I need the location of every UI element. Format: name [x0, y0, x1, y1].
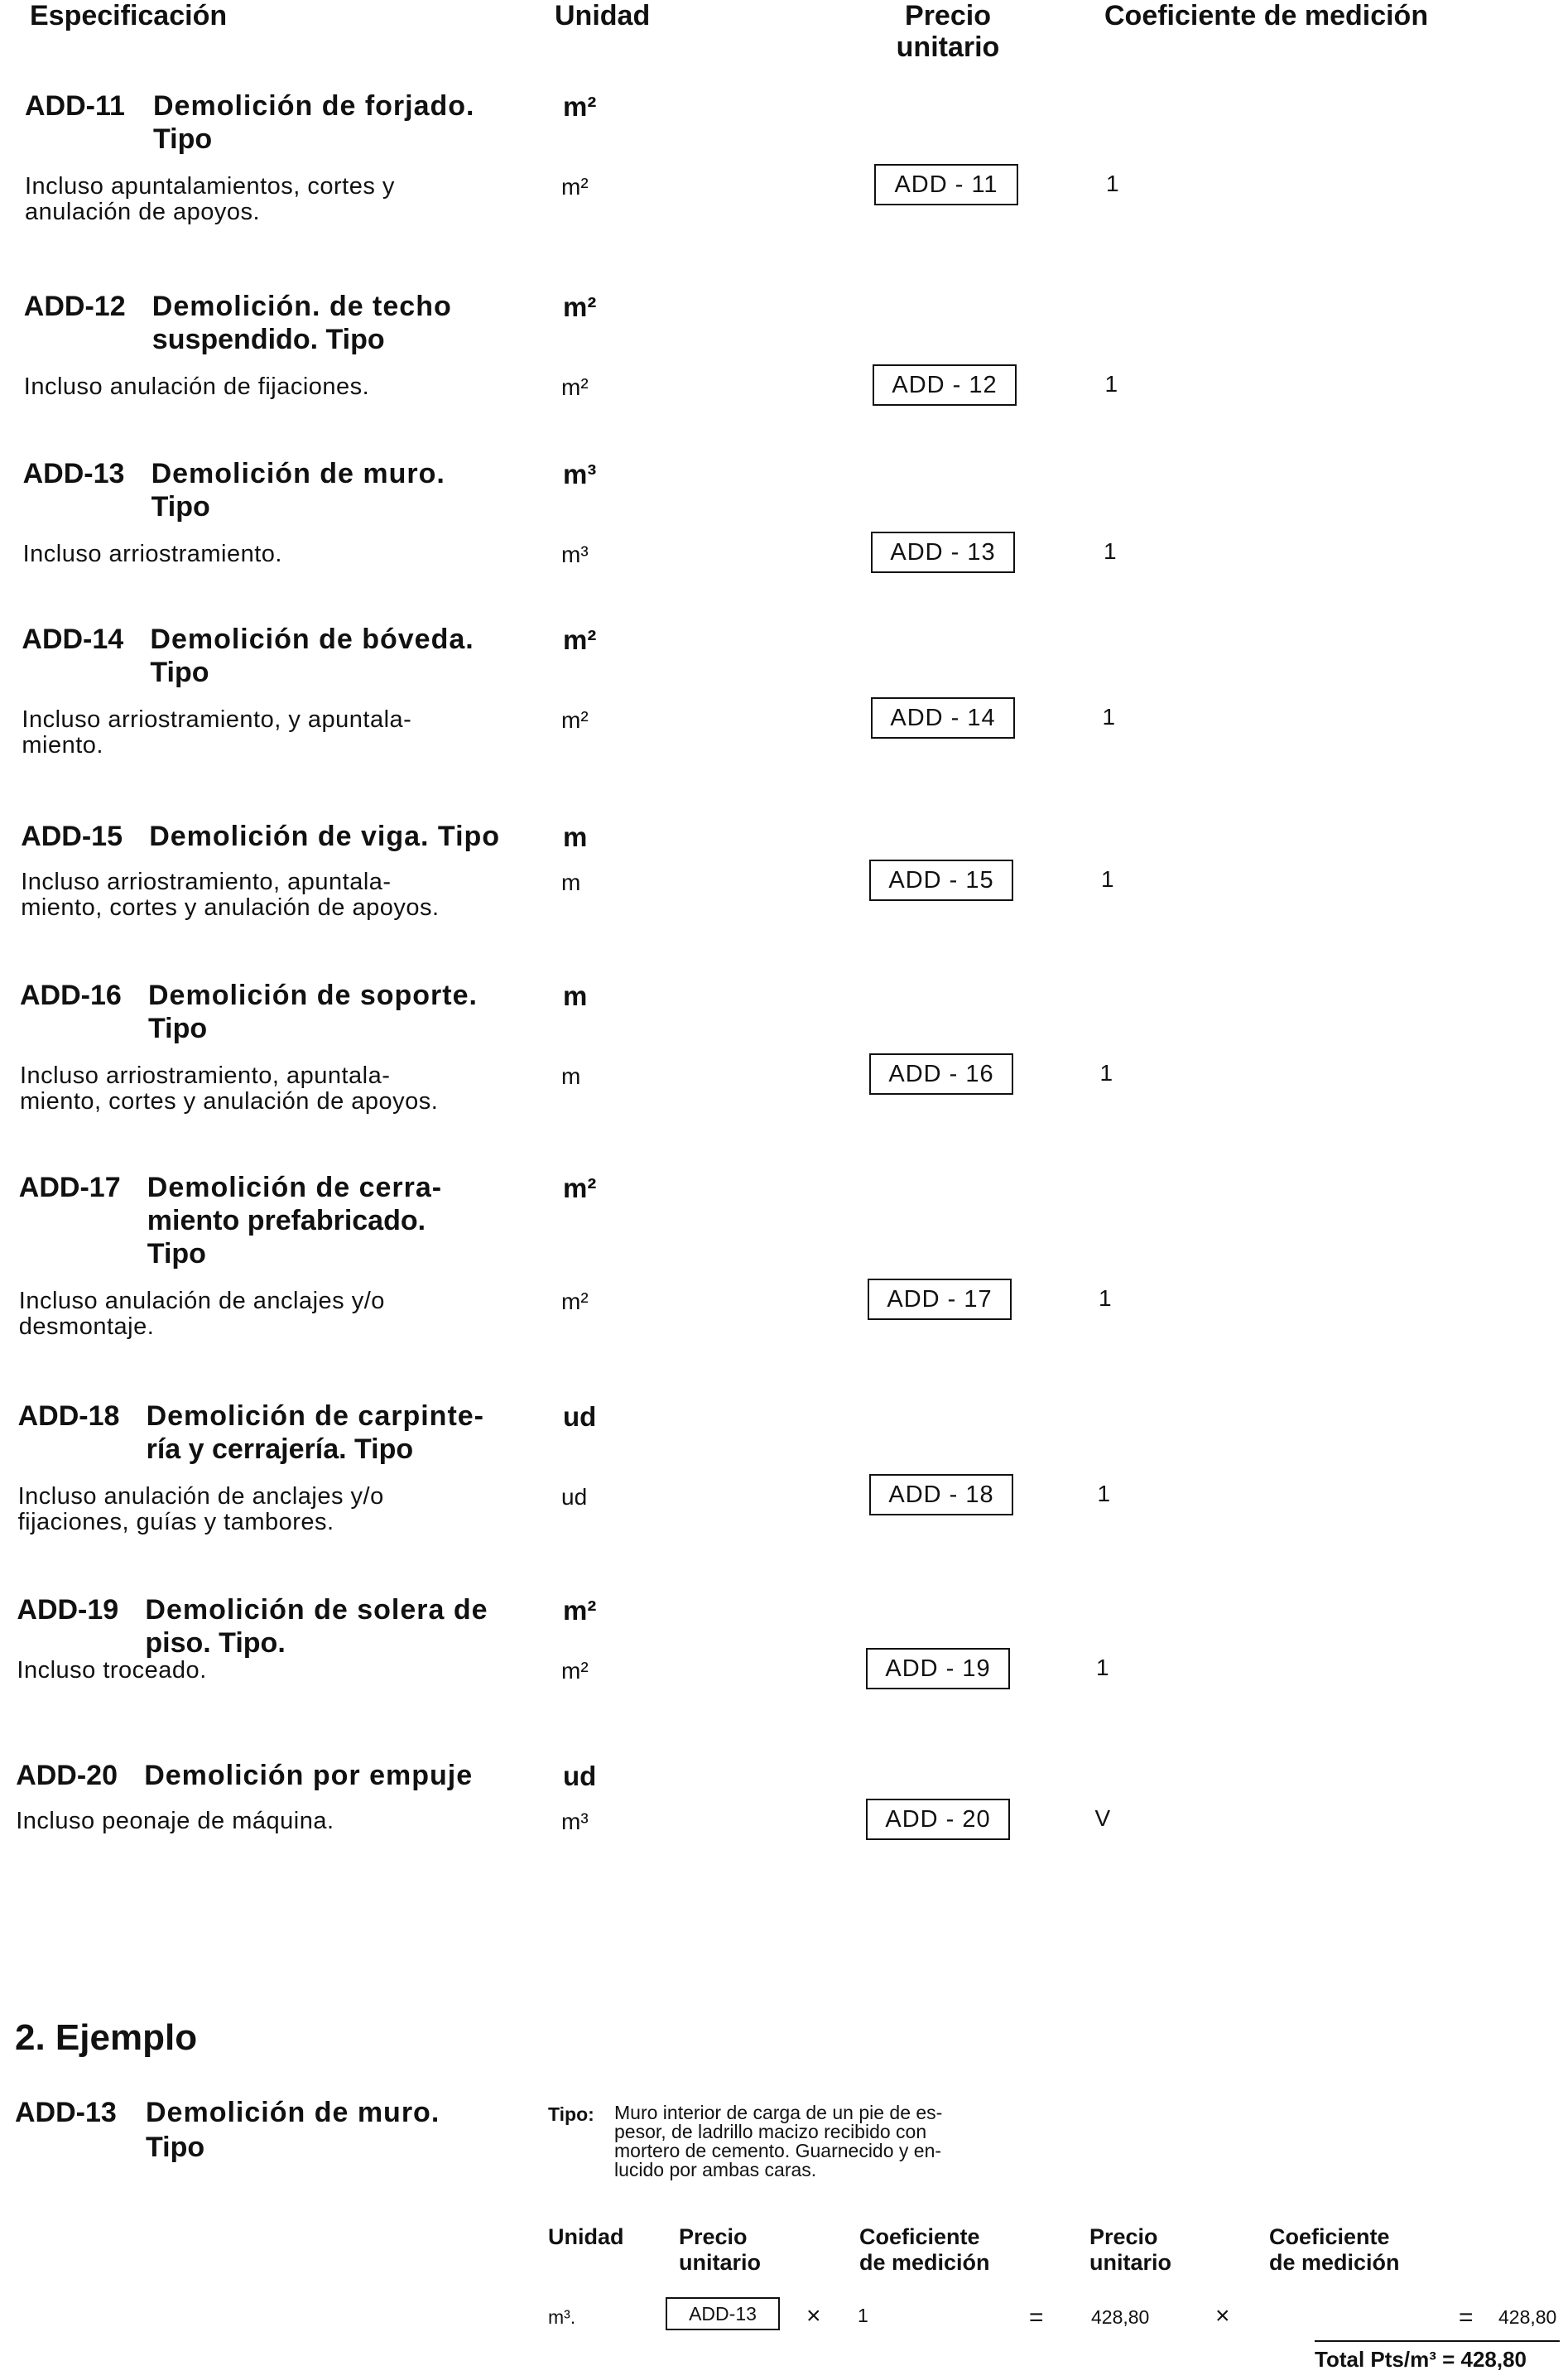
example-tipo-line2: pesor, de ladrillo macizo recibido con — [614, 2121, 927, 2142]
item-code: ADD-11 — [25, 90, 125, 122]
item-title — [20, 979, 478, 1045]
item-unit-description: m² — [561, 374, 589, 400]
item-title-line2: Tipo — [148, 1013, 208, 1044]
item-description-line1: Incluso peonaje de máquina. — [16, 1808, 334, 1834]
item-title-line3: Tipo — [147, 1238, 206, 1269]
example-equals-1: = — [1029, 2304, 1044, 2331]
item-description-line1: Incluso arriostramiento, apuntala- — [20, 1062, 391, 1089]
item-description-line2: miento. — [22, 732, 103, 759]
header-precio-unitario — [882, 0, 1014, 63]
item-unit-title: m² — [563, 1173, 597, 1203]
item-coeficiente: 1 — [1104, 538, 1117, 564]
item-description-line2: fijaciones, guías y tambores. — [17, 1509, 334, 1535]
example-tipo-line4: lucido por ambas caras. — [614, 2159, 817, 2180]
item-coeficiente: 1 — [1099, 1060, 1113, 1086]
example-header-coef2 — [1269, 2224, 1400, 2276]
item-description — [24, 374, 369, 400]
item-price-box: ADD - 18 — [869, 1474, 1013, 1515]
example-times-1: × — [806, 2302, 821, 2329]
item-description-line1: Incluso troceado. — [17, 1657, 207, 1684]
item-title — [23, 457, 445, 523]
example-tipo-block — [548, 2103, 594, 2126]
item-code: ADD-14 — [22, 624, 124, 655]
item-description — [25, 174, 395, 225]
example-tipo-description — [614, 2103, 942, 2180]
item-price-box: ADD - 17 — [868, 1279, 1012, 1320]
item-unit-description: m² — [561, 174, 589, 200]
item-unit-title: m — [563, 821, 588, 852]
header-especificacion: Especificación — [30, 0, 228, 31]
item-title-line2: ría y cerrajería. Tipo — [146, 1433, 414, 1465]
header-precio-line1: Precio — [905, 0, 991, 31]
item-coeficiente: V — [1094, 1805, 1111, 1831]
item-title-line1: Demolición. de techo — [151, 291, 452, 322]
example-result: 428,80 — [1498, 2306, 1557, 2328]
item-unit-description: m² — [561, 707, 589, 733]
item-title-line1: Demolición por empuje — [144, 1760, 474, 1791]
item-unit-title: m — [563, 980, 588, 1011]
item-coeficiente: 1 — [1101, 866, 1114, 892]
item-unit-description: ud — [561, 1484, 588, 1510]
item-title — [16, 1759, 473, 1792]
item-title-line2: miento prefabricado. — [147, 1205, 426, 1236]
item-description-line2: anulación de apoyos. — [25, 199, 261, 225]
item-code: ADD-19 — [17, 1594, 119, 1626]
header-unidad: Unidad — [555, 0, 651, 31]
item-title — [24, 290, 452, 356]
item-description-line1: Incluso anulación de anclajes y/o — [18, 1288, 385, 1314]
item-coeficiente: 1 — [1106, 171, 1119, 196]
example-header-coef2-line1: Coeficiente — [1269, 2224, 1390, 2249]
item-code: ADD-16 — [20, 980, 122, 1011]
item-description-line1: Incluso arriostramiento. — [22, 541, 282, 567]
item-description-line1: Incluso anulación de fijaciones. — [23, 373, 370, 400]
item-description-line2: desmontaje. — [18, 1313, 155, 1340]
example-header-precio1 — [679, 2224, 761, 2276]
item-unit-title: m³ — [563, 459, 597, 489]
item-title-line2: Tipo — [153, 123, 213, 155]
header-precio-line2: unitario — [896, 31, 1000, 63]
item-code: ADD-13 — [22, 458, 125, 489]
example-price-box: ADD-13 — [666, 2297, 780, 2330]
item-unit-description: m³ — [561, 1809, 589, 1834]
item-price-box: ADD - 20 — [866, 1799, 1010, 1840]
item-unit-title: m² — [563, 291, 597, 322]
example-header-precio1-line2: unitario — [679, 2250, 761, 2275]
item-code: ADD-18 — [17, 1400, 120, 1432]
item-unit-description: m³ — [561, 542, 589, 567]
item-title-line2: Tipo — [150, 657, 209, 688]
item-description — [22, 707, 411, 759]
example-total: Total Pts/m³ = 428,80 — [1315, 2347, 1527, 2372]
example-tipo-line3: mortero de cemento. Guarnecido y en- — [614, 2140, 942, 2161]
example-header-precio2-line1: Precio — [1089, 2224, 1158, 2249]
item-description-line1: Incluso arriostramiento, y apuntala- — [22, 706, 412, 733]
section-title-ejemplo: 2. Ejemplo — [15, 2017, 198, 2058]
item-unit-title: ud — [563, 1401, 597, 1432]
item-code: ADD-15 — [21, 821, 123, 852]
item-description — [20, 1063, 438, 1115]
item-title-line2: Tipo — [151, 491, 210, 523]
item-description-line1: Incluso apuntalamientos, cortes y — [25, 173, 395, 200]
item-title — [17, 1593, 488, 1660]
item-title-line1: Demolición de forjado. — [153, 90, 475, 122]
item-price-box: ADD - 19 — [866, 1648, 1010, 1689]
example-header-coef1-line1: Coeficiente — [859, 2224, 980, 2249]
item-unit-title: m² — [563, 624, 597, 655]
example-code: ADD-13 — [15, 2097, 117, 2128]
item-title-line1: Demolición de muro. — [151, 458, 445, 489]
item-price-box: ADD - 12 — [873, 364, 1017, 406]
item-unit-description: m² — [561, 1658, 589, 1684]
item-unit-title: m² — [563, 1595, 597, 1626]
header-coeficiente: Coeficiente de medición — [1104, 0, 1429, 31]
item-title — [19, 1171, 442, 1270]
example-header-precio2 — [1089, 2224, 1171, 2276]
item-description — [17, 1658, 206, 1684]
example-tipo-label: Tipo: — [548, 2103, 594, 2125]
example-header-coef1-line2: de medición — [859, 2250, 990, 2275]
item-coeficiente: 1 — [1102, 704, 1116, 730]
item-unit-description: m — [561, 870, 581, 895]
item-price-box: ADD - 11 — [874, 164, 1018, 205]
example-coef: 1 — [858, 2305, 868, 2326]
item-code: ADD-20 — [16, 1760, 118, 1791]
item-title — [25, 89, 474, 156]
item-price-box: ADD - 16 — [869, 1053, 1013, 1095]
item-description — [21, 870, 439, 921]
item-description — [19, 1289, 385, 1340]
example-price: 428,80 — [1091, 2306, 1150, 2328]
item-coeficiente: 1 — [1097, 1481, 1111, 1506]
item-title-line1: Demolición de viga. Tipo — [149, 821, 501, 852]
example-equals-2: = — [1459, 2304, 1474, 2331]
item-description-line1: Incluso arriostramiento, apuntala- — [21, 869, 392, 895]
item-unit-description: m² — [561, 1289, 589, 1314]
item-description-line2: miento, cortes y anulación de apoyos. — [21, 894, 440, 921]
item-price-box: ADD - 13 — [871, 532, 1015, 573]
example-unit: m³. — [548, 2306, 576, 2328]
item-title-line1: Demolición de cerra- — [147, 1172, 443, 1203]
item-description — [23, 542, 282, 567]
example-header-precio1-line1: Precio — [679, 2224, 748, 2249]
example-title-line1: Demolición de muro. — [146, 2097, 440, 2128]
item-title-line1: Demolición de bóveda. — [150, 624, 474, 655]
item-description — [18, 1484, 384, 1535]
item-description-line2: miento, cortes y anulación de apoyos. — [20, 1088, 439, 1115]
item-coeficiente: 1 — [1099, 1285, 1112, 1311]
item-title-line2: piso. Tipo. — [145, 1627, 286, 1659]
example-header-coef2-line2: de medición — [1269, 2250, 1400, 2275]
total-rule — [1315, 2340, 1560, 2342]
item-title-line1: Demolición de soporte. — [148, 980, 478, 1011]
example-item-title — [15, 2095, 440, 2165]
example-times-2: × — [1215, 2302, 1230, 2329]
item-title-line2: suspendido. Tipo — [151, 324, 385, 355]
example-header-coef1 — [859, 2224, 990, 2276]
example-title-line2: Tipo — [146, 2132, 205, 2163]
item-price-box: ADD - 15 — [869, 860, 1013, 901]
item-coeficiente: 1 — [1096, 1655, 1109, 1680]
item-coeficiente: 1 — [1104, 371, 1118, 397]
item-unit-title: ud — [563, 1761, 597, 1791]
item-code: ADD-12 — [23, 291, 126, 322]
item-description-line1: Incluso anulación de anclajes y/o — [17, 1483, 384, 1510]
example-header-precio2-line2: unitario — [1089, 2250, 1171, 2275]
item-title — [22, 623, 474, 689]
item-title — [18, 1400, 484, 1466]
item-title-line1: Demolición de carpinte- — [146, 1400, 484, 1432]
item-title — [21, 820, 500, 853]
item-price-box: ADD - 14 — [871, 697, 1015, 739]
item-description — [16, 1809, 334, 1834]
item-title-line1: Demolición de solera de — [145, 1594, 488, 1626]
item-code: ADD-17 — [18, 1172, 121, 1203]
item-unit-title: m² — [563, 91, 597, 122]
example-tipo-line1: Muro interior de carga de un pie de es- — [614, 2102, 943, 2123]
item-unit-description: m — [561, 1063, 581, 1089]
example-header-unidad: Unidad — [548, 2224, 624, 2249]
